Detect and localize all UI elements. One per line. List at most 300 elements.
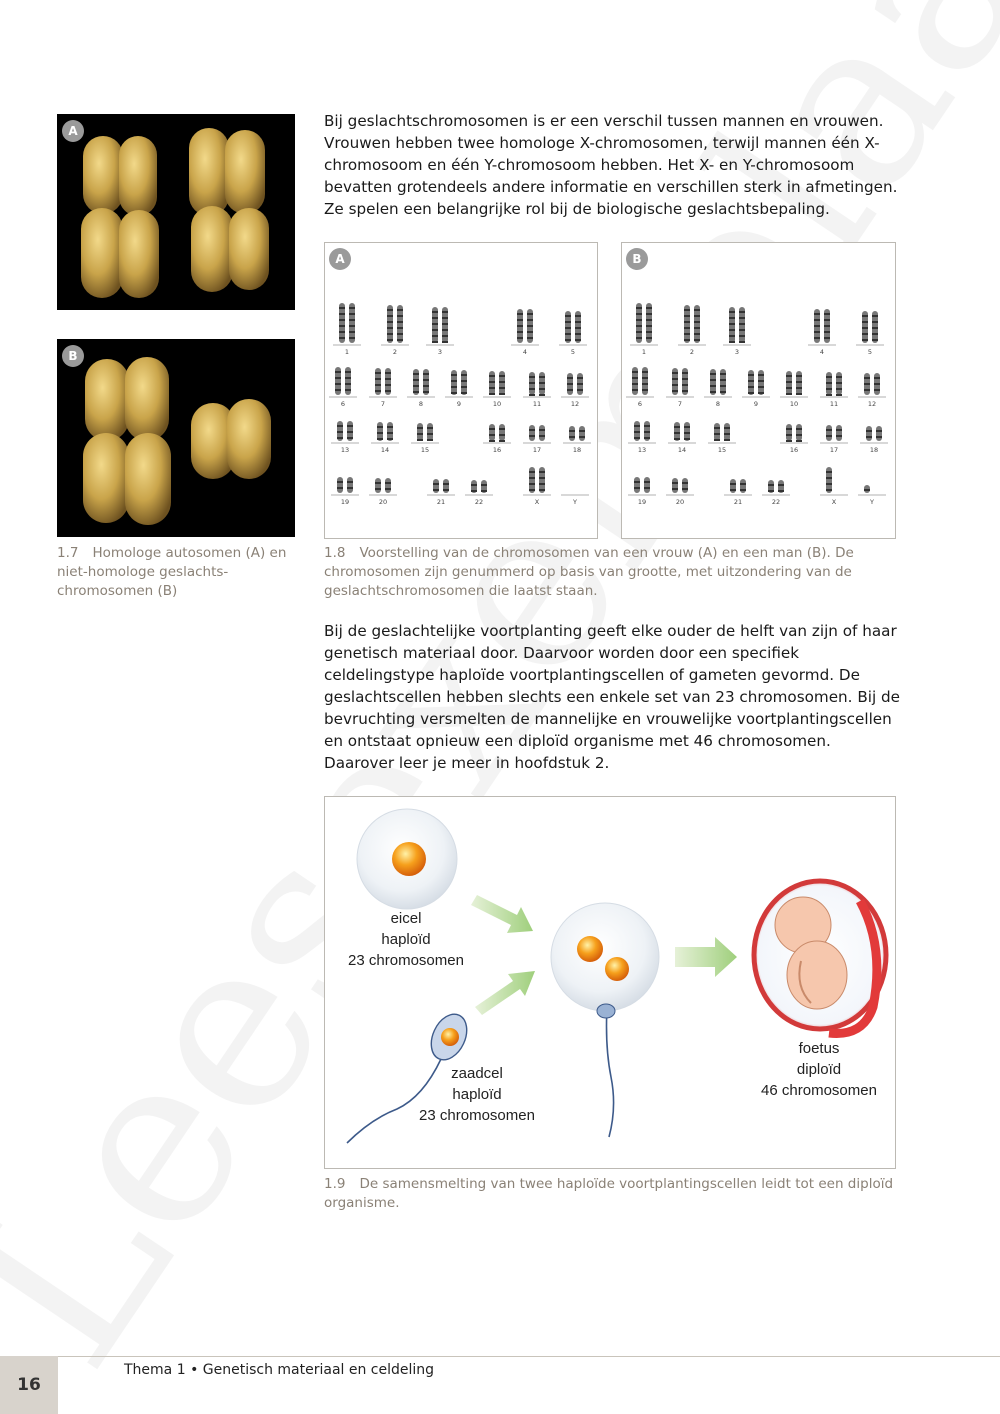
chromosome-number-label: 7 <box>677 400 683 408</box>
chromosome-band <box>335 371 341 373</box>
chromosome-band <box>499 381 505 383</box>
karyotype-panel-female <box>324 242 598 539</box>
chromosome-number-label: 14 <box>677 446 687 454</box>
chromosome-band <box>814 337 820 339</box>
chromosome-band <box>740 483 746 485</box>
chromosome-band <box>729 335 735 337</box>
chromosome-band <box>786 428 792 430</box>
chromosome-band <box>632 389 638 391</box>
chromosome-band <box>748 380 754 382</box>
chromosome-band <box>646 337 652 339</box>
chromosome-band <box>385 378 391 380</box>
chromosome-band <box>499 393 505 395</box>
chromosome-band <box>672 384 678 386</box>
karyotype-panel-male <box>621 242 896 539</box>
chromosome <box>876 426 882 441</box>
chromosome-number-label: 12 <box>570 400 580 408</box>
chromosome-number-label: 6 <box>340 400 346 408</box>
chromosome-band <box>432 311 438 313</box>
chromosome-band <box>423 379 429 381</box>
chromosome-band <box>349 325 355 327</box>
chromosome-band <box>499 440 505 442</box>
chromosome-band <box>339 307 345 309</box>
chromosome-band <box>565 339 571 341</box>
chromosome-band <box>694 327 700 329</box>
chromosome-band <box>387 432 393 434</box>
footer-chapter: Thema 1 • Genetisch materiaal en celdeling <box>124 1362 435 1378</box>
chromosome-pair <box>483 371 511 408</box>
chromosome-band <box>345 371 351 373</box>
chromosome-number-label: 18 <box>869 446 879 454</box>
chromosome-band <box>539 477 545 479</box>
chromosome-number-label: 16 <box>789 446 799 454</box>
chromosome-pair <box>331 477 359 506</box>
karyotype-male <box>622 243 895 538</box>
chromosome-band <box>529 388 535 390</box>
chromosome-number-label: 16 <box>492 446 502 454</box>
figure-1-7-caption <box>57 544 297 601</box>
chromosome-pair <box>561 373 589 408</box>
chromosome-band <box>796 375 802 377</box>
chromosome-pair <box>704 369 732 408</box>
chromosome-pair <box>381 305 409 356</box>
chromosome-band <box>413 385 419 387</box>
chromosome-band <box>499 375 505 377</box>
chromosome <box>748 370 754 395</box>
chromosome-band <box>778 490 784 492</box>
chromosome-number-label: 5 <box>867 348 873 356</box>
chromosome-band <box>567 383 573 385</box>
chromosome-number-label: 17 <box>829 446 839 454</box>
chromosome-band <box>682 378 688 380</box>
egg-cell-icon <box>357 809 457 909</box>
egg-name: eicel <box>390 910 422 927</box>
chromosome-pair <box>329 367 357 408</box>
chromosome-number-label: 21 <box>436 498 446 506</box>
chromosome-band <box>375 378 381 380</box>
chromosome-band <box>432 341 438 343</box>
chromosome-band <box>577 383 583 385</box>
chromosome-band <box>481 484 487 486</box>
chromosome-band <box>432 335 438 337</box>
chromosome-band <box>489 440 495 442</box>
chromosome <box>569 426 575 441</box>
chromosome-number-label: Y <box>573 498 577 506</box>
chromosome <box>539 425 545 441</box>
chromosome-number-label: 20 <box>378 498 388 506</box>
chromosome-band <box>684 426 690 428</box>
sperm-name: zaadcel <box>451 1065 503 1082</box>
chromosome <box>866 426 872 441</box>
chromosome-band <box>724 439 730 441</box>
chromosome-left <box>81 136 159 298</box>
chromosome-band <box>824 337 830 339</box>
chromosome-band <box>427 433 433 435</box>
chromosome-band <box>874 377 880 379</box>
chromosome-band <box>347 481 353 483</box>
chromosome-band <box>517 325 523 327</box>
chromosome-band <box>768 484 774 486</box>
chromosome-band <box>694 333 700 335</box>
chromosome-band <box>636 307 642 309</box>
chromosome-band <box>874 389 880 391</box>
chromosome-band <box>768 490 774 492</box>
chromosome-band <box>694 309 700 311</box>
chromosome-band <box>397 309 403 311</box>
chromosome-number-label: 3 <box>734 348 740 356</box>
chromosome-band <box>569 436 575 438</box>
chromosome-band <box>644 425 650 427</box>
chromosome-band <box>672 488 678 490</box>
chromosome-band <box>443 489 449 491</box>
chromosome-band <box>387 309 393 311</box>
chromosome-band <box>517 319 523 321</box>
chromosome-band <box>375 372 381 374</box>
chromosome-number-label: 22 <box>771 498 781 506</box>
chromosome-band <box>417 433 423 435</box>
chromosome-band <box>814 331 820 333</box>
figure-1-7-caption-text: Homologe autosomen (A) en niet-homologe geslachtschromosomen (B) <box>57 545 287 599</box>
chromosome-band <box>872 327 878 329</box>
fetus-count: 46 chromosomen <box>761 1082 877 1099</box>
chromosome-band <box>397 315 403 317</box>
chromosome-number-label: 19 <box>340 498 350 506</box>
chromosome-pair <box>407 369 435 408</box>
chromosome-band <box>714 439 720 441</box>
chromosome-pair <box>858 485 886 506</box>
chromosome-band <box>339 337 345 339</box>
chromosome-number-label: 13 <box>340 446 350 454</box>
chromosome-band <box>387 315 393 317</box>
chromosome-y <box>191 399 271 479</box>
chromosome-band <box>672 378 678 380</box>
chromosome-number-label: X <box>534 498 540 506</box>
chromosome-band <box>397 339 403 341</box>
chromosome-pair <box>511 309 539 356</box>
chromosome-band <box>397 333 403 335</box>
chromosome-band <box>634 481 640 483</box>
chromosome-pair <box>780 424 808 454</box>
chromosome-band <box>786 440 792 442</box>
chromosome <box>489 424 495 441</box>
chromosome-pair <box>333 303 361 356</box>
chromosome-band <box>740 489 746 491</box>
chromosome <box>529 425 535 441</box>
chromosome-pair <box>369 368 397 408</box>
chromosome-number-label: 19 <box>637 498 647 506</box>
chromosome-band <box>385 384 391 386</box>
chromosome-band <box>339 319 345 321</box>
figure-1-7-number: 1.7 <box>57 545 79 561</box>
chromosome-band <box>387 426 393 428</box>
chromosome-band <box>565 315 571 317</box>
chromosome-band <box>461 386 467 388</box>
chromosome-number-label: 4 <box>819 348 825 356</box>
chromosome-band <box>499 428 505 430</box>
egg-ploidy: haploïd <box>381 931 431 948</box>
chromosome-band <box>539 483 545 485</box>
chromosome-band <box>577 389 583 391</box>
chromosome-band <box>730 483 736 485</box>
chromosome-band <box>672 390 678 392</box>
chromosome-band <box>529 394 535 396</box>
chromosome-band <box>499 434 505 436</box>
chromosome-band <box>423 373 429 375</box>
chromosome-band <box>674 438 680 440</box>
chromosome-number-label: 8 <box>418 400 424 408</box>
chromosome-band <box>644 487 650 489</box>
chromosome-band <box>632 371 638 373</box>
chromosome-number-label: 11 <box>829 400 839 408</box>
chromosome-band <box>642 383 648 385</box>
chromosome-number-label: 8 <box>715 400 721 408</box>
chromosome-band <box>864 377 870 379</box>
chromosome-band <box>710 373 716 375</box>
chromosome-band <box>826 394 832 396</box>
chromosome-band <box>826 435 832 437</box>
chromosome-pair <box>860 426 888 454</box>
chromosome-band <box>758 374 764 376</box>
intro-paragraph <box>324 110 904 220</box>
chromosome-right <box>189 128 269 292</box>
chromosome-band <box>539 471 545 473</box>
chromosome-band <box>872 339 878 341</box>
chromosome-band <box>539 429 545 431</box>
chromosome-band <box>876 430 882 432</box>
chromosome-band <box>636 337 642 339</box>
chromosome-band <box>682 488 688 490</box>
chromosome-band <box>644 481 650 483</box>
chromosome-band <box>385 390 391 392</box>
chromosome-band <box>397 321 403 323</box>
chromosome-band <box>824 319 830 321</box>
chromosome <box>724 423 730 441</box>
chromosome-band <box>539 388 545 390</box>
chromosome <box>758 370 764 395</box>
chromosome-band <box>517 313 523 315</box>
chromosome-band <box>423 391 429 393</box>
chromosome-pair <box>331 421 359 454</box>
chromosome-pair <box>483 424 511 454</box>
chromosome-number-label: 9 <box>753 400 759 408</box>
chromosome-pair <box>426 307 454 356</box>
chromosome-band <box>796 381 802 383</box>
chromosome-band <box>461 380 467 382</box>
chromosome-band <box>375 390 381 392</box>
chromosome-band <box>387 327 393 329</box>
chromosome-band <box>632 383 638 385</box>
chromosome-band <box>335 383 341 385</box>
chromosome-band <box>375 488 381 490</box>
chromosome-band <box>413 379 419 381</box>
figure-1-8-caption-text: Voorstelling van de chromosomen van een vrouw (A) en een man (B). De chromosomen zijn genummerd op basis van grootte, met uitzondering van de geslachtschromosomen die laatst staan. <box>324 545 854 599</box>
chromosome-band <box>413 373 419 375</box>
chromosome-pair <box>820 372 848 408</box>
chromosome-band <box>489 434 495 436</box>
chromosome-band <box>527 319 533 321</box>
chromosome-pair <box>523 467 551 506</box>
chromosome-band <box>539 435 545 437</box>
chromosome-pair <box>371 422 399 454</box>
chromosome-number-label: 6 <box>637 400 643 408</box>
chromosome-band <box>427 439 433 441</box>
chromosome-pair <box>626 367 654 408</box>
chromosome-number-label: 2 <box>689 348 695 356</box>
chromosome-band <box>387 438 393 440</box>
chromosome-band <box>862 333 868 335</box>
chromosome-pair <box>668 422 696 454</box>
chromosome-band <box>539 394 545 396</box>
chromosome <box>634 477 640 493</box>
chromosome-band <box>694 315 700 317</box>
chromosome-band <box>337 481 343 483</box>
chromosome <box>375 478 381 493</box>
chromosome-band <box>529 376 535 378</box>
chromosome-pair <box>559 311 587 356</box>
chromosome-band <box>796 393 802 395</box>
chromosome-band <box>339 331 345 333</box>
chromosome-band <box>864 389 870 391</box>
chromosome-band <box>636 325 642 327</box>
egg-count: 23 chromosomen <box>348 952 464 969</box>
chromosome-band <box>529 471 535 473</box>
chromosome-band <box>575 321 581 323</box>
chromosome-band <box>796 434 802 436</box>
chromosome-band <box>710 385 716 387</box>
chromosome-number-label: X <box>831 498 837 506</box>
arrow-icon <box>675 937 737 977</box>
sperm-label <box>397 1063 557 1126</box>
chromosome-number-label: 1 <box>641 348 647 356</box>
chromosome-band <box>517 337 523 339</box>
chromosome-band <box>710 379 716 381</box>
chromosome-band <box>387 321 393 323</box>
chromosome-band <box>684 438 690 440</box>
chromosome-number-label: 1 <box>344 348 350 356</box>
chromosome-pair <box>445 370 473 408</box>
chromosome-band <box>866 436 872 438</box>
chromosome-band <box>836 394 842 396</box>
zygote-icon <box>551 903 659 1137</box>
chromosome-band <box>634 437 640 439</box>
chromosome-band <box>339 313 345 315</box>
chromosome-band <box>814 325 820 327</box>
chromosome-band <box>567 377 573 379</box>
sperm-count: 23 chromosomen <box>419 1107 535 1124</box>
chromosome-band <box>814 313 820 315</box>
chromosome-pair <box>742 370 770 408</box>
chromosome-band <box>826 489 832 491</box>
chromosome-band <box>471 484 477 486</box>
chromosome-band <box>471 490 477 492</box>
chromosome-band <box>539 382 545 384</box>
chromosome-band <box>461 392 467 394</box>
chromosome-band <box>739 329 745 331</box>
chromosome-band <box>720 391 726 393</box>
chromosome-band <box>337 431 343 433</box>
chromosome-band <box>387 333 393 335</box>
karyotype-female <box>325 243 597 538</box>
chromosome-band <box>786 387 792 389</box>
chromosome-pair <box>820 425 848 454</box>
chromosome-band <box>529 429 535 431</box>
chromosome-number-label: 18 <box>572 446 582 454</box>
fusion-diagram <box>324 796 896 1169</box>
chromosome-band <box>417 439 423 441</box>
chromosome-band <box>385 482 391 484</box>
chromosome-band <box>349 313 355 315</box>
chromosome-band <box>529 477 535 479</box>
chromosome-number-label: 17 <box>532 446 542 454</box>
chromosome-band <box>433 489 439 491</box>
chromosome-band <box>345 377 351 379</box>
chromosome-band <box>836 388 842 390</box>
chromosome-pair <box>630 303 658 356</box>
chromosome-pair <box>628 477 656 506</box>
chromosome-band <box>748 392 754 394</box>
chromosome-band <box>684 339 690 341</box>
chromosome-band <box>527 331 533 333</box>
chromosome-band <box>862 315 868 317</box>
chromosome-band <box>529 435 535 437</box>
chromosome-band <box>423 385 429 387</box>
chromosome <box>347 477 353 493</box>
chromosome-pair <box>762 480 790 506</box>
figure-1-8-badge-a: A <box>329 248 351 270</box>
chromosome-band <box>569 430 575 432</box>
chromosome-band <box>337 425 343 427</box>
chromosome-band <box>674 432 680 434</box>
chromosome-band <box>345 389 351 391</box>
chromosome-band <box>796 428 802 430</box>
chromosome-band <box>565 333 571 335</box>
figure-1-9-caption <box>324 1175 894 1213</box>
chromosome-band <box>684 321 690 323</box>
chromosome-band <box>862 327 868 329</box>
chromosome-band <box>375 482 381 484</box>
chromosome-band <box>684 327 690 329</box>
chromosome-band <box>672 372 678 374</box>
chromosome-pair <box>628 421 656 454</box>
figure-1-9-caption-text: De samensmelting van twee haploïde voortplantingscellen leidt tot een diploïd organisme. <box>324 1176 894 1211</box>
chromosome-band <box>451 392 457 394</box>
chromosome-band <box>748 386 754 388</box>
chromosome-number-label: 11 <box>532 400 542 408</box>
chromosome-band <box>826 388 832 390</box>
chromosome <box>826 425 832 441</box>
chromosome-number-label: 10 <box>789 400 799 408</box>
chromosome-band <box>814 319 820 321</box>
chromosome <box>682 478 688 493</box>
chromosome-band <box>489 428 495 430</box>
chromosome-number-label: 21 <box>733 498 743 506</box>
chromosome-number-label: 12 <box>867 400 877 408</box>
chromosome-band <box>872 321 878 323</box>
chromosome-number-label: 7 <box>380 400 386 408</box>
chromosome-band <box>739 341 745 343</box>
chromosome-band <box>836 429 842 431</box>
chromosome-band <box>634 425 640 427</box>
chromosome-pair <box>523 425 551 454</box>
chromosome-band <box>345 383 351 385</box>
page-number: 16 <box>0 1356 58 1414</box>
chromosome-band <box>796 440 802 442</box>
chromosome-band <box>786 375 792 377</box>
chromosome-band <box>575 333 581 335</box>
chromosome-band <box>786 381 792 383</box>
chromosome-band <box>824 313 830 315</box>
chromosome-band <box>489 393 495 395</box>
